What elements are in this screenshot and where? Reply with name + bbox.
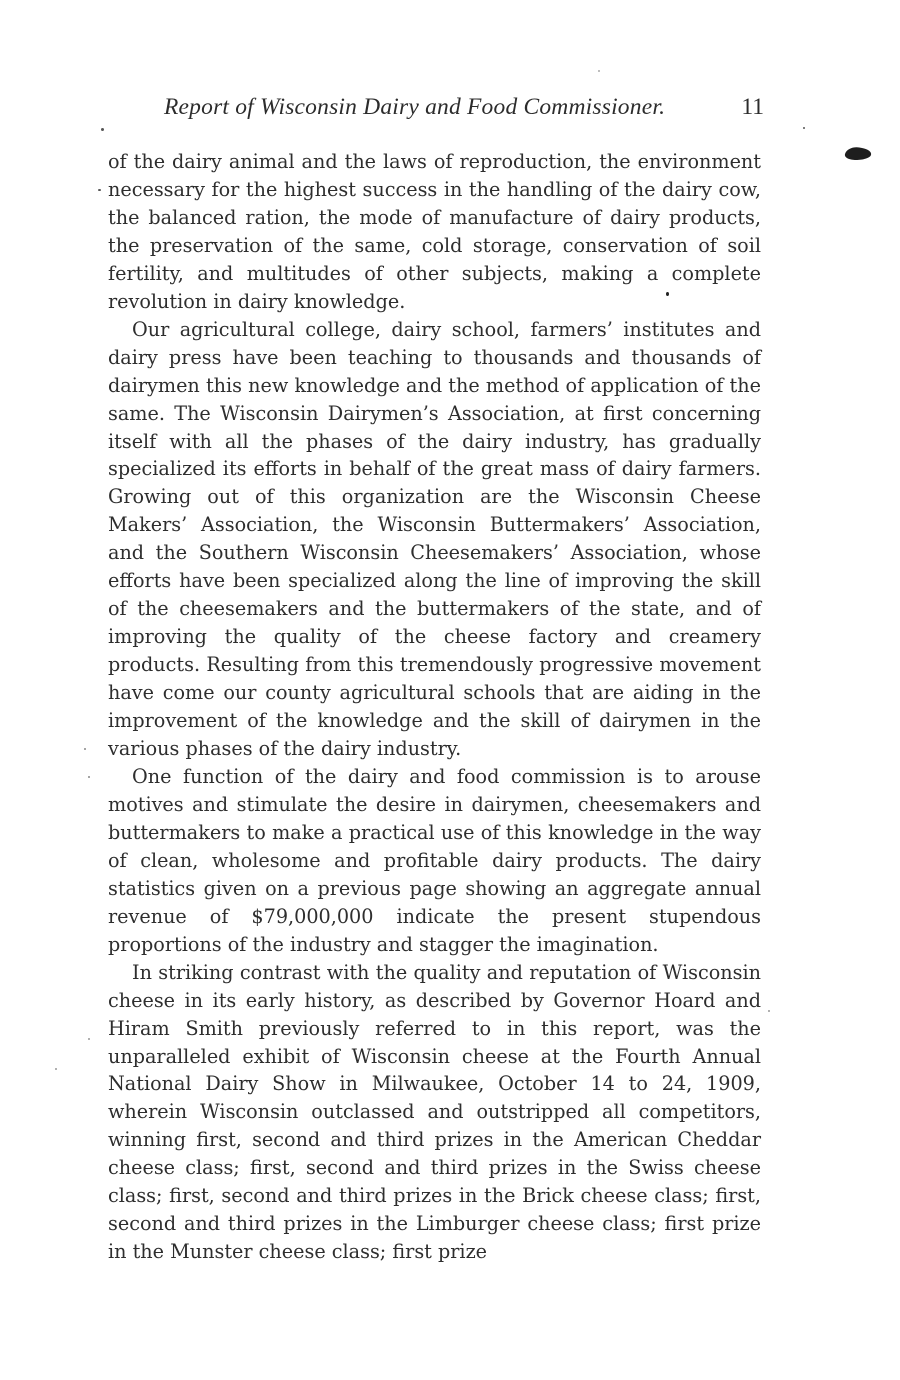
ink-blot-mark (843, 145, 873, 162)
scan-speck (101, 128, 104, 131)
body-text (108, 148, 761, 1266)
paragraph: Our agricultural college, dairy school, farmers’ institutes and dairy press have been teaching to thousands and thousands of dairymen this new knowledge and the method of application of the same. The Wisconsin Dairymen’s Association, at first concerning itself with all the phases of the dairy industry, has gradually specialized its efforts in behalf of the great mass of dairy farmers. Growing out of this organization are the Wisconsin Cheese Makers’ Association, the Wisconsin Buttermakers’ Association, and the Southern Wisconsin Cheesemakers’ Association, whose efforts have been specialized along the line of improving the skill of the cheesemakers and the buttermakers of the state, and of improving the quality of the cheese factory and creamery products. Resulting from this tremendously progressive movement have come our county agricultural schools that are aiding in the improvement of the knowledge and the skill of dairymen in the various phases of the dairy industry. (108, 317, 761, 761)
scan-speck (768, 1010, 770, 1012)
scan-speck (88, 1038, 90, 1040)
page-number: 11 (741, 94, 764, 120)
running-title: Report of Wisconsin Dairy and Food Commissioner. (164, 94, 666, 120)
scan-speck (98, 189, 101, 191)
running-header (108, 94, 764, 128)
scan-speck (55, 1068, 57, 1070)
scan-speck (84, 748, 86, 750)
paragraph: In striking contrast with the quality and reputation of Wisconsin cheese in its early history, as described by Governor Hoard and Hiram Smith previously referred to in this report, was the unparalleled exhibit of Wisconsin cheese at the Fourth Annual National Dairy Show in Milwaukee, October 14 to 24, 1909, wherein Wisconsin outclassed and outstripped all competitors, winning first, second and third prizes in the American Cheddar cheese class; first, second and third prizes in the Swiss cheese class; first, second and third prizes in the Brick cheese class; first, second and third prizes in the Limburger cheese class; first prize in the Munster cheese class; first prize (108, 960, 761, 1264)
scan-speck (88, 776, 90, 778)
paragraph: One function of the dairy and food commission is to arouse motives and stimulate the desire in dairymen, cheesemakers and buttermakers to make a practical use of this knowledge in the way of clean, wholesome and profitable dairy products. The dairy statistics given on a previous page showing an aggregate annual revenue of $79,000,000 indicate the present stupendous proportions of the industry and stagger the imagination. (108, 764, 761, 956)
scan-speck (803, 127, 805, 129)
scan-speck (666, 292, 669, 296)
scan-speck (598, 70, 600, 72)
paragraph-continuation: of the dairy animal and the laws of reproduction, the environment necessary for the highest success in the handling of the dairy cow, the balanced ration, the mode of manufacture of dairy products, the preservation of the same, cold storage, conservation of soil fertility, and multitudes of other subjects, making a complete revolution in dairy knowledge. (108, 150, 761, 313)
